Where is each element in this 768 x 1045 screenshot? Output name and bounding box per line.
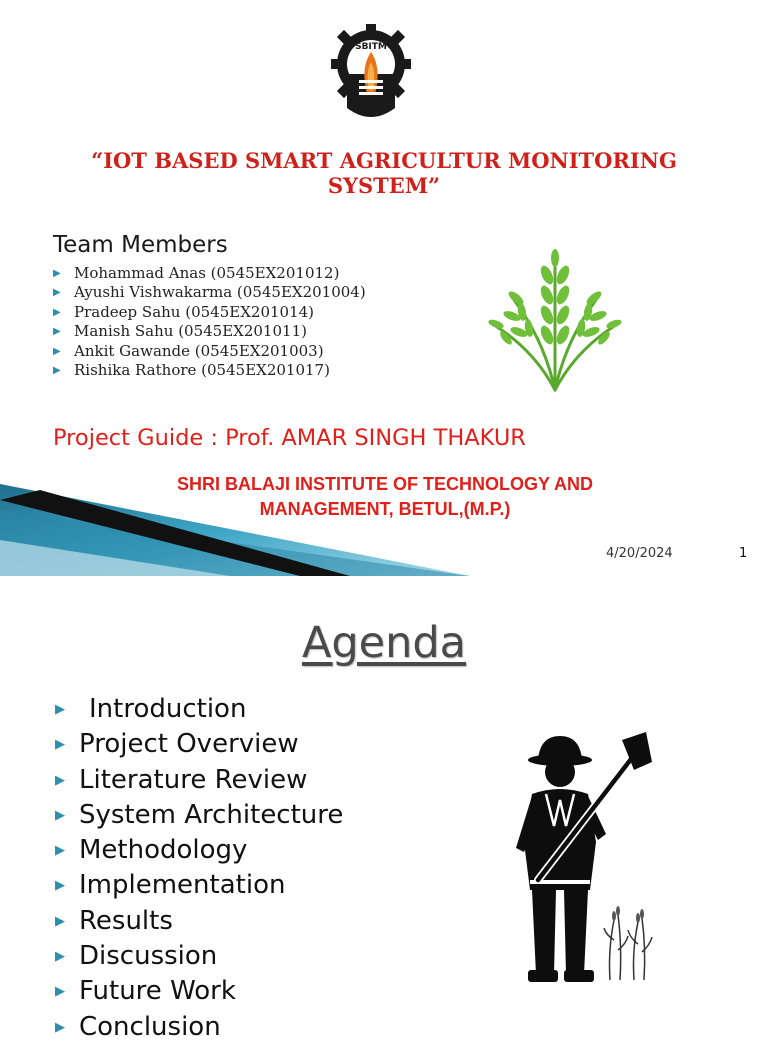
bullet-arrow-icon: ▶ [53,287,61,299]
agenda-title: Agenda [301,618,467,668]
list-item [53,264,366,283]
agenda-item: Discussion [79,941,218,972]
list-item [55,904,343,939]
decorative-swoosh [0,470,470,576]
agenda-item: System Architecture [79,799,344,830]
agenda-item: Project Overview [79,729,299,760]
list-item [53,342,366,361]
slide-separator [0,576,768,588]
member-name: Rishika Rathore (0545EX201017) [74,361,330,380]
list-item [55,763,343,798]
list-item [53,303,366,322]
institute-line-2: MANAGEMENT, BETUL,(M.P.) [259,499,511,519]
bullet-arrow-icon: ▶ [55,913,65,929]
bullet-arrow-icon: ▶ [55,1019,65,1035]
agenda-item: Future Work [79,976,236,1007]
team-members-heading: Team Members [53,232,228,258]
agenda-item: Results [79,905,173,936]
list-item [53,283,366,302]
list-item [55,798,343,833]
slide-number: 1 [739,546,748,561]
agenda-item: Introduction [89,694,247,724]
project-guide: Project Guide : Prof. AMAR SINGH THAKUR [53,425,526,451]
slide-title [20,148,748,198]
list-item [53,322,366,341]
agenda-item: Literature Review [79,764,308,795]
bullet-arrow-icon: ▶ [55,878,65,894]
bullet-arrow-icon: ▶ [53,365,61,377]
list-item [55,692,343,727]
agenda-item: Conclusion [79,1011,221,1042]
bullet-arrow-icon: ▶ [55,843,65,859]
bullet-arrow-icon: ▶ [55,702,65,717]
bullet-arrow-icon: ▶ [55,807,65,823]
list-item [55,727,343,762]
bullet-arrow-icon: ▶ [55,772,65,788]
member-name: Manish Sahu (0545EX201011) [74,322,307,341]
agenda-item: Methodology [79,835,248,866]
list-item [55,868,343,903]
institute-line-1: SHRI BALAJI INSTITUTE OF TECHNOLOGY AND [176,474,593,494]
member-name: Ankit Gawande (0545EX201003) [74,341,324,360]
agenda-item: Implementation [79,870,286,901]
bullet-arrow-icon: ▶ [53,268,61,279]
slide-2 [0,588,768,1042]
bullet-arrow-icon: ▶ [55,737,65,753]
bullet-arrow-icon: ▶ [55,984,65,1000]
title-line-1: “IOT BASED SMART AGRICULTUR MONITORING [91,148,677,173]
list-item [53,361,366,380]
member-name: Mohammad Anas (0545EX201012) [74,264,340,282]
list-item [55,939,343,974]
farmer-with-hoe-icon [510,730,660,990]
slide-date: 4/20/2024 [606,546,673,561]
list-item [55,974,343,1009]
agenda-list [55,692,343,1045]
wheat-icon [484,250,626,392]
sbitm-logo [329,22,413,128]
team-members-list [53,264,366,380]
bullet-arrow-icon: ▶ [55,949,65,965]
logo-text: SBITM [355,42,387,52]
list-item [55,1010,343,1045]
bullet-arrow-icon: ▶ [53,306,61,318]
bullet-arrow-icon: ▶ [53,345,61,357]
list-item [55,833,343,868]
bullet-arrow-icon: ▶ [53,326,61,338]
member-name: Ayushi Vishwakarma (0545EX201004) [74,283,366,302]
title-line-2: SYSTEM” [327,173,441,198]
member-name: Pradeep Sahu (0545EX201014) [74,302,315,321]
